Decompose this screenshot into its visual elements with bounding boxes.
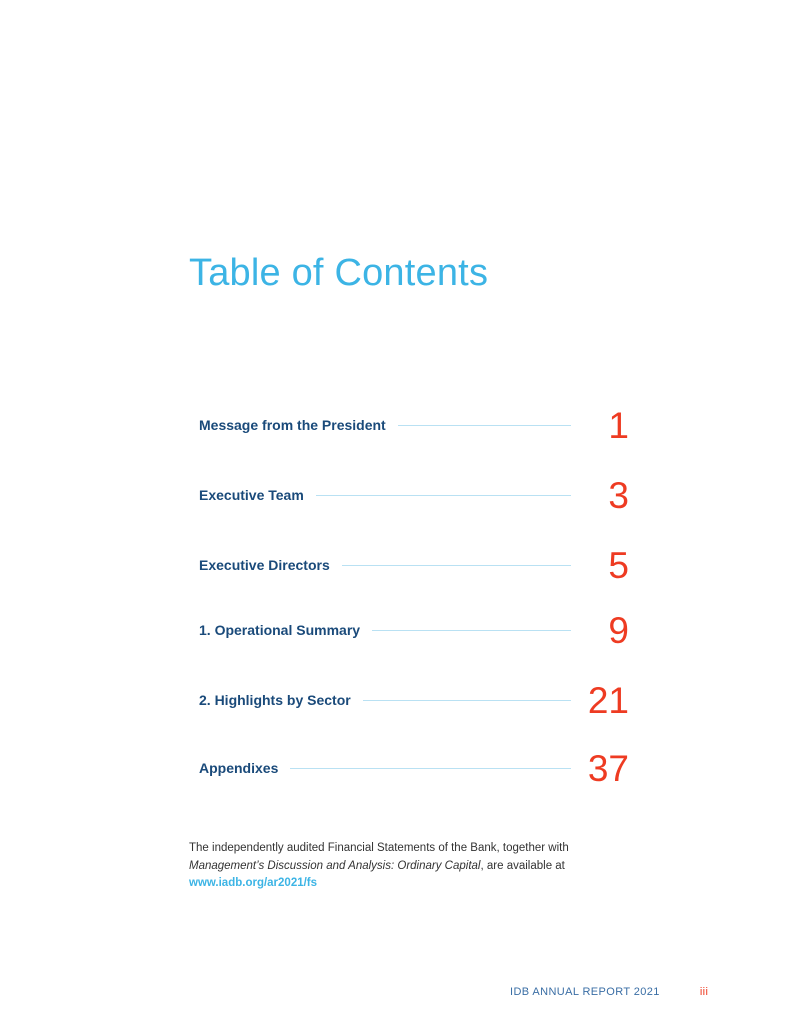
toc-entry[interactable]	[199, 605, 629, 655]
toc-entry-label: Executive Team	[199, 487, 304, 503]
toc-leader-line	[372, 630, 571, 631]
toc-page-number: 5	[608, 544, 629, 586]
toc-page-number: 37	[587, 747, 629, 789]
toc-entry-label: Message from the President	[199, 417, 386, 433]
note-text: The independently audited Financial Statements of the Bank, together with	[189, 842, 569, 854]
toc-leader-line	[290, 768, 571, 769]
toc-entry-label: Appendixes	[199, 760, 279, 776]
toc-leader-line	[363, 700, 571, 701]
footer-page-number: iii	[699, 986, 709, 998]
toc-leader-line	[398, 425, 571, 426]
toc-entry[interactable]	[199, 540, 629, 590]
toc-page-number: 9	[608, 609, 629, 651]
toc-leader-line	[316, 495, 571, 496]
page-footer	[510, 986, 740, 998]
toc-page-number: 3	[608, 474, 629, 516]
toc-entry[interactable]	[199, 675, 629, 725]
footer-report-title: IDB ANNUAL REPORT 2021	[510, 986, 660, 998]
toc-page-number: 1	[608, 404, 629, 446]
toc-entry-label: 2. Highlights by Sector	[199, 692, 351, 708]
note-text-end: , are available at	[480, 859, 565, 872]
toc-entry[interactable]	[199, 743, 629, 793]
toc-entry[interactable]	[199, 470, 629, 520]
financial-statements-note	[189, 840, 569, 893]
page-title: Table of Contents	[189, 252, 489, 294]
toc-page-number: 21	[587, 679, 629, 721]
toc-entry[interactable]	[199, 400, 629, 450]
toc-leader-line	[342, 565, 571, 566]
note-italic-title: Management’s Discussion and Analysis: Ordinary Capital	[189, 859, 481, 872]
financial-statements-link[interactable]: www.iadb.org/ar2021/fs	[189, 877, 318, 889]
toc-entry-label: 1. Operational Summary	[199, 622, 361, 638]
toc-entry-label: Executive Directors	[199, 557, 330, 573]
